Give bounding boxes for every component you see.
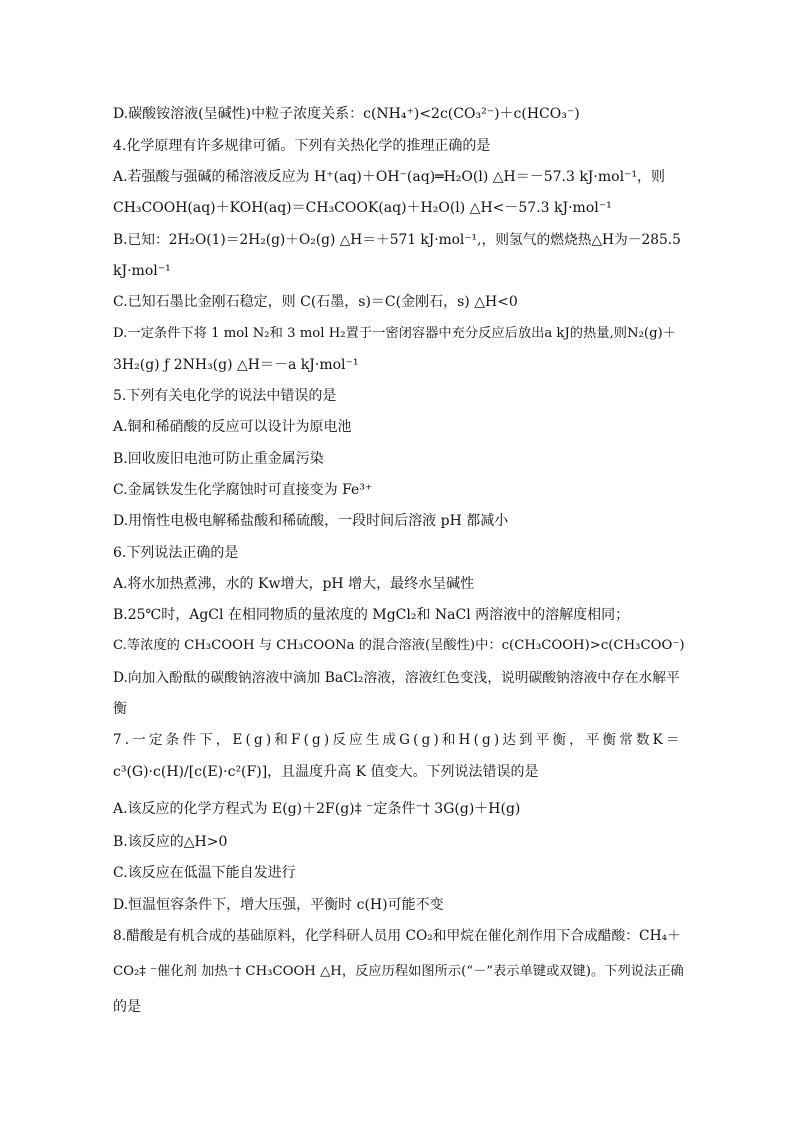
q7-option-c: C.该反应在低温下能自发进行 bbox=[113, 865, 296, 881]
q7-stem-line2: c³(G)·c(H)/[c(E)·c²(F)]，且温度升高 K 值变大。下列说法错误的是 bbox=[113, 764, 539, 780]
q4-option-c: C.已知石墨比金刚石稳定，则 C(石墨，s)＝C(金刚石，s) △H<0 bbox=[113, 294, 518, 310]
q7-option-a: A.该反应的化学方程式为 E(g)＋2F(g)‡ ⁻定条件⁻† 3G(g)＋H(g) bbox=[113, 801, 521, 817]
q6-stem: 6.下列说法正确的是 bbox=[113, 545, 239, 561]
q5-option-a: A.铜和稀硝酸的反应可以设计为原电池 bbox=[113, 419, 352, 435]
q8-stem-line1: 8.醋酸是有机合成的基础原料，化学科研人员用 CO₂和甲烷在催化剂作用下合成醋酸：CH₄＋ bbox=[113, 928, 681, 944]
q4-stem: 4.化学原理有许多规律可循。下列有关热化学的推理正确的是 bbox=[113, 138, 491, 154]
q7-stem-line1: 7.一定条件下，E(g)和F(g)反应生成G(g)和H(g)达到平衡，平衡常数K＝ bbox=[113, 732, 683, 748]
q7-option-b: B.该反应的△H>0 bbox=[113, 834, 228, 850]
q5-option-c: C.金属铁发生化学腐蚀时可直接变为 Fe³⁺ bbox=[113, 482, 373, 498]
q7-option-d: D.恒温恒容条件下，增大压强，平衡时 c(H)可能不变 bbox=[113, 897, 444, 913]
q6-option-c: C.等浓度的 CH₃COOH 与 CH₃COONa 的混合溶液(呈酸性)中：c(CH₃COOH)>c(CH₃COO⁻) bbox=[113, 638, 685, 653]
q4-option-b-line1: B.已知：2H₂O(1)＝2H₂(g)＋O₂(g) △H＝＋571 kJ·mol⁻¹,，则氢气的燃烧热△H为－285.5 bbox=[113, 232, 681, 248]
q8-stem-line3: 的是 bbox=[113, 999, 141, 1015]
q4-option-a-line2: CH₃COOH(aq)＋KOH(aq)＝CH₃COOK(aq)＋H₂O(l) △H<－57.3 kJ·mol⁻¹ bbox=[113, 200, 612, 216]
q6-option-a: A.将水加热煮沸，水的 Kw增大，pH 增大，最终水呈碱性 bbox=[113, 576, 475, 592]
q4-option-d-line2: 3H₂(g) ƒ 2NH₃(g) △H＝－a kJ·mol⁻¹ bbox=[113, 357, 359, 373]
q4-option-b-line2: kJ·mol⁻¹ bbox=[113, 263, 171, 279]
q8-stem-line2: CO₂‡ ⁻催化剂 加热⁻† CH₃COOH △H，反应历程如图所示(“－”表示单键或双键)。下列说法正确 bbox=[113, 964, 684, 979]
q4-option-d-line1: D.一定条件下将 1 mol N₂和 3 mol H₂置于一密闭容器中充分反应后放出a kJ的热量,则N₂(g)＋ bbox=[113, 326, 676, 341]
q5-option-b: B.回收废旧电池可防止重金属污染 bbox=[113, 451, 324, 467]
q3-option-d: D.碳酸铵溶液(呈碱性)中粒子浓度关系：c(NH₄⁺)<2c(CO₃²⁻)＋c(HCO₃⁻) bbox=[113, 106, 580, 122]
q4-option-a-line1: A.若强酸与强碱的稀溶液反应为 H⁺(aq)＋OH⁻(aq)═H₂O(l) △H＝－57.3 kJ·mol⁻¹，则 bbox=[113, 169, 666, 185]
q5-option-d: D.用惰性电极电解稀盐酸和稀硫酸，一段时间后溶液 pH 都减小 bbox=[113, 513, 509, 529]
q6-option-d-line1: D.向加入酚酞的碳酸钠溶液中滴加 BaCl₂溶液，溶液红色变浅，说明碳酸钠溶液中存在水解平 bbox=[113, 670, 680, 686]
q5-stem: 5.下列有关电化学的说法中错误的是 bbox=[113, 388, 337, 404]
q6-option-b: B.25℃时，AgCl 在相同物质的量浓度的 MgCl₂和 NaCl 两溶液中的溶解度相同； bbox=[113, 607, 630, 623]
q6-option-d-line2: 衡 bbox=[113, 701, 127, 717]
